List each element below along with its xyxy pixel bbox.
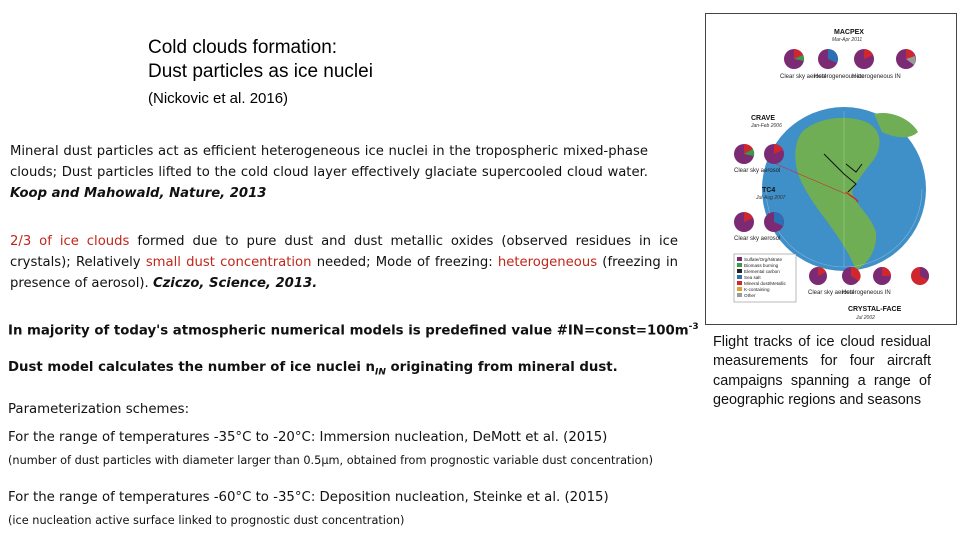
deposition-line: For the range of temperatures -60°C to -35°C: Deposition nucleation, Steinke et al. (2015) bbox=[8, 490, 609, 505]
highlight-heterogeneous: heterogeneous bbox=[497, 255, 598, 270]
legend-item-6: K-containing bbox=[744, 287, 770, 292]
macpex-pie-2 bbox=[818, 49, 838, 69]
crave-label: CRAVE bbox=[751, 115, 775, 122]
crystal-pie-1 bbox=[809, 267, 827, 285]
pie-label-clear-sky-top: Clear sky aerosol bbox=[780, 74, 827, 80]
dust-model-subscript: IN bbox=[375, 367, 386, 378]
figure-caption: Flight tracks of ice cloud residual measurements for four aircraft campaigns spanning a range of geographic regions and seasons bbox=[713, 334, 931, 409]
crystal-pie-4 bbox=[911, 267, 929, 285]
pie-label-het-in-top: Heterogeneous IN bbox=[852, 74, 901, 80]
crystal-face-label: CRYSTAL-FACE bbox=[848, 306, 902, 313]
model-constant-exponent: -3 bbox=[688, 322, 699, 332]
figure-svg bbox=[706, 14, 956, 324]
crave-pie-2 bbox=[764, 144, 784, 164]
immersion-note: (number of dust particles with diameter larger than 0.5μm, obtained from prognostic variable dust concentration) bbox=[8, 454, 654, 467]
slide-title bbox=[148, 36, 373, 84]
model-constant-statement bbox=[8, 322, 699, 338]
paragraph-dust-nuclei bbox=[10, 141, 648, 204]
tc4-pie-1 bbox=[734, 212, 754, 232]
highlight-small-dust: small dust concentration bbox=[145, 255, 312, 270]
paragraph-ice-clouds bbox=[10, 231, 678, 294]
tc4-pie-2 bbox=[764, 212, 784, 232]
paragraph-2-text-c: (freezing in presence of aerosol). bbox=[10, 255, 678, 291]
title-citation: (Nickovic et al. 2016) bbox=[148, 90, 289, 107]
paragraph-1-text: Mineral dust particles act as efficient heterogeneous ice nuclei in the tropospheric mixed-phase clouds; Dust particles lifted to the cold cloud layer effectively glaciate supercooled cloud water. bbox=[10, 144, 648, 180]
tc4-date: Jul-Aug 2007 bbox=[756, 195, 786, 201]
legend-item-1: Sulfate/Org/Nitrate bbox=[744, 257, 783, 262]
legend-item-7: Other bbox=[744, 293, 756, 298]
paragraph-2-text-a: formed due to pure dust and dust metallic oxides (observed residues in ice crystals); Relatively bbox=[10, 234, 678, 270]
legend-item-3: Elemental carbon bbox=[744, 269, 780, 274]
macpex-pie-4 bbox=[896, 49, 916, 69]
paragraph-1-reference: Koop and Mahowald, Nature, 2013 bbox=[10, 186, 267, 201]
macpex-pie-3 bbox=[854, 49, 874, 69]
param-heading: Parameterization schemes: bbox=[8, 402, 190, 417]
crave-pie-1 bbox=[734, 144, 754, 164]
pie-label-clear-sky-crystal: Clear sky aerosol bbox=[808, 290, 855, 296]
legend-item-5: Mineral dust/Metallic bbox=[744, 281, 786, 286]
crystal-pie-3 bbox=[873, 267, 891, 285]
figure-legend bbox=[734, 254, 796, 302]
pie-label-clear-sky-crave: Clear sky aerosol bbox=[734, 168, 781, 174]
dust-model-text-b: originating from mineral dust. bbox=[385, 360, 618, 375]
crystal-face-date: Jul 2002 bbox=[856, 315, 875, 321]
dust-model-text-a: Dust model calculates the number of ice nuclei n bbox=[8, 360, 375, 375]
title-line-1: Cold clouds formation: bbox=[148, 37, 338, 58]
highlight-ice-clouds: 2/3 of ice clouds bbox=[10, 234, 130, 249]
paragraph-2-text-b: needed; Mode of freezing: bbox=[311, 255, 498, 270]
model-constant-text: In majority of today's atmospheric numerical models is predefined value #IN=const=100m bbox=[8, 323, 689, 339]
dust-model-statement bbox=[8, 360, 618, 378]
pie-label-clear-sky-tc4: Clear sky aerosol bbox=[734, 236, 781, 242]
immersion-line: For the range of temperatures -35°C to -20°C: Immersion nucleation, DeMott et al. (2015) bbox=[8, 430, 608, 445]
pie-label-het-in-crystal: Heterogeneous IN bbox=[842, 290, 891, 296]
deposition-note: (ice nucleation active surface linked to prognostic dust concentration) bbox=[8, 514, 405, 527]
macpex-date: Mar-Apr 2011 bbox=[832, 37, 863, 43]
title-line-2: Dust particles as ice nuclei bbox=[148, 61, 373, 82]
crave-date: Jan-Feb 2006 bbox=[751, 123, 782, 129]
globe bbox=[762, 107, 926, 271]
paragraph-2-reference: Cziczo, Science, 2013. bbox=[152, 276, 318, 291]
crystal-pie-2 bbox=[842, 267, 861, 285]
legend-item-4: Sea salt bbox=[744, 275, 761, 280]
pie-label-het-ice-top: Heterogeneous ice bbox=[814, 74, 865, 80]
tc4-label: TC4 bbox=[762, 187, 776, 194]
legend-item-2: Biomass burning bbox=[744, 263, 779, 268]
flight-tracks-figure bbox=[705, 13, 957, 325]
macpex-pie-1 bbox=[784, 49, 804, 69]
macpex-label: MACPEX bbox=[834, 29, 864, 36]
